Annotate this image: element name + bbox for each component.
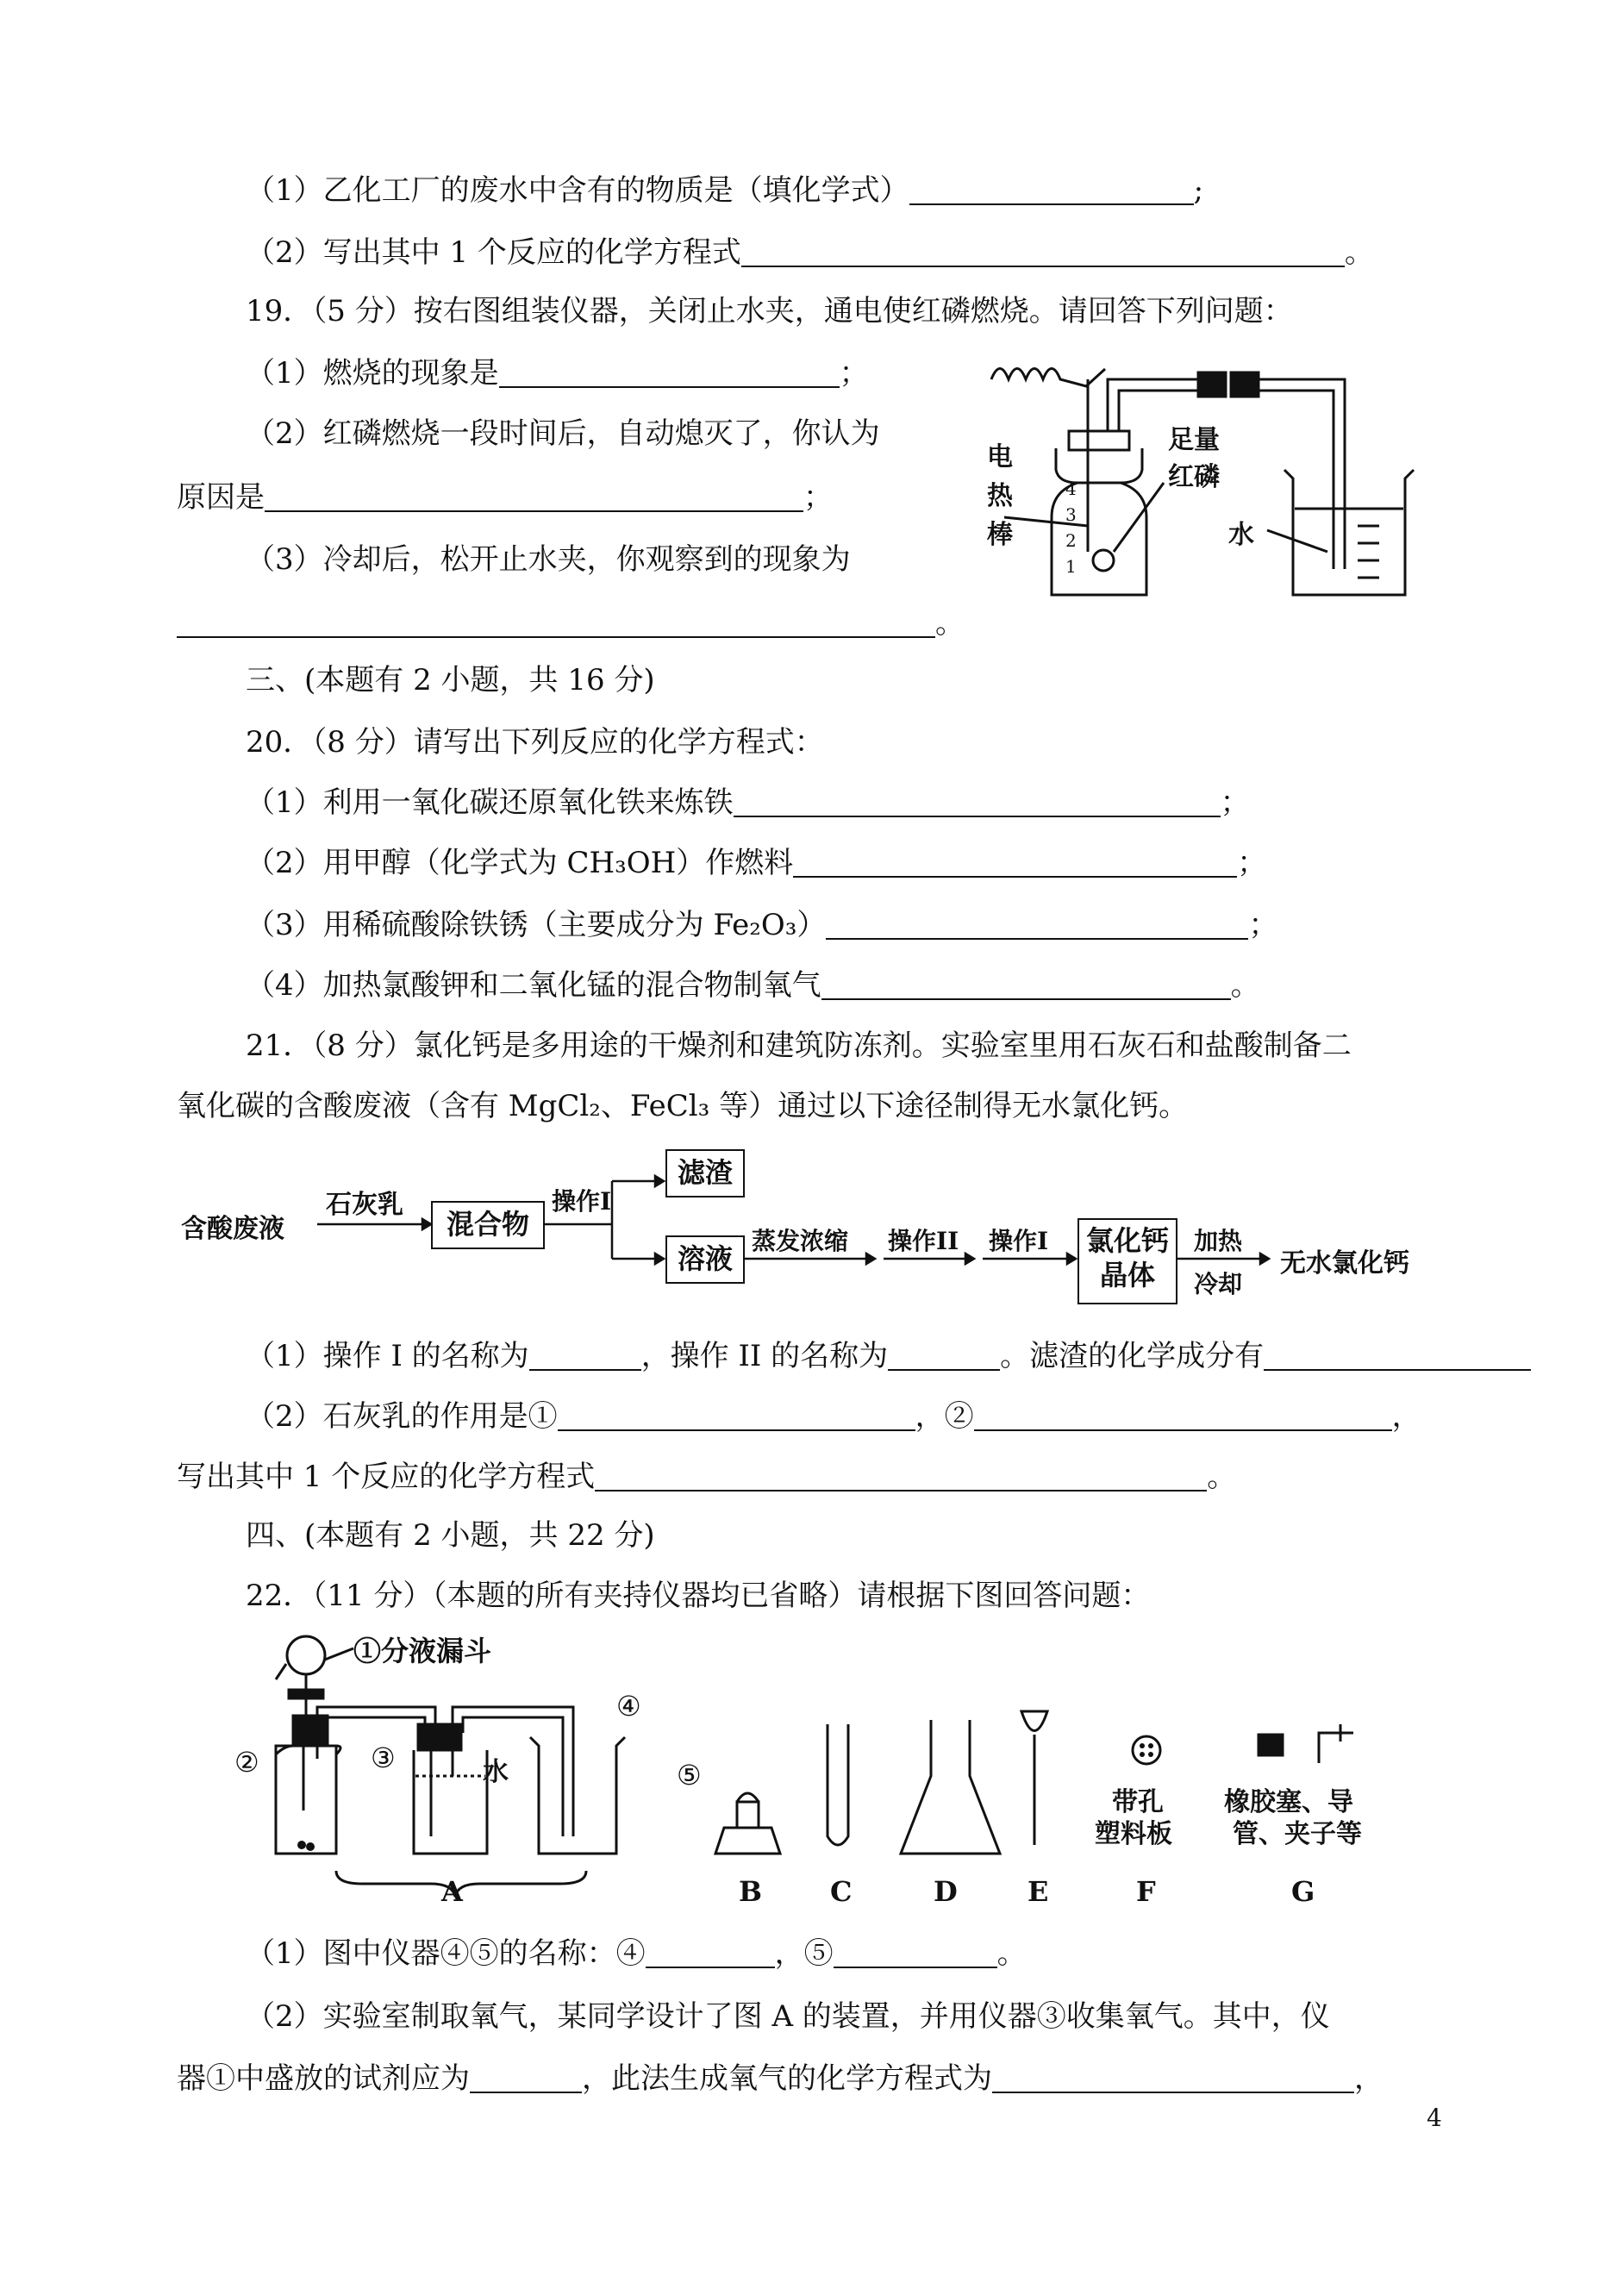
phosphorus-label-1: 足量 [1168,425,1220,455]
q19-part3: （3）冷却后，松开止水夹，你观察到的现象为 [246,542,851,577]
q18-part2: （2）写出其中 1 个反应的化学方程式 。 [246,235,1374,270]
page-number: 4 [1427,2104,1442,2132]
label-3: ③ [371,1742,396,1774]
q20-part2: （2）用甲醇（化学式为 CH₃OH）作燃料 ； [246,846,1267,880]
q19-part2b: 原因是 ； [177,480,833,515]
scale-tick-4: 4 [1065,478,1077,499]
rod-label-2: 热 [987,481,1013,511]
answer-blank[interactable] [992,2066,1354,2093]
flow-op2-label: 操作II [888,1227,959,1255]
q21-stem-line1: 21．（8 分）氯化钙是多用途的干燥剂和建筑防冻剂。实验室里用石灰石和盐酸制备二 [246,1029,1352,1063]
q19-stem: 19．（5 分）按右图组装仪器，关闭止水夹，通电使红磷燃烧。请回答下列问题： [246,294,1293,328]
flow-reagent-label: 石灰乳 [326,1190,403,1220]
funnel-label: ①分液漏斗 [353,1635,492,1667]
rod-label-3: 棒 [987,520,1013,550]
q21-part2: （2）石灰乳的作用是① ，② ， [246,1399,1421,1434]
scale-tick-2: 2 [1065,530,1077,551]
scale-tick-3: 3 [1065,504,1077,525]
answer-blank[interactable] [834,1941,997,1968]
kit-label-1: 橡胶塞、导 [1224,1787,1353,1817]
scale-tick-1: 1 [1065,556,1077,577]
q21-part1: （1）操作 I 的名称为 ，操作 II 的名称为 。滤渣的化学成分有 [246,1338,1531,1374]
crystal-line1: 氯化钙 [1085,1224,1169,1257]
q20-part1: （1）利用一氧化碳还原氧化铁来炼铁 ； [246,785,1250,820]
q22-part1: （1）图中仪器④⑤的名称：④ ，⑤ 。 [246,1936,1027,1971]
flow-op1-label: 操作I [552,1187,612,1216]
label-2: ② [234,1746,259,1779]
answer-blank[interactable] [470,2066,582,2093]
q21-part3: 写出其中 1 个反应的化学方程式 。 [177,1460,1237,1494]
letter-F: F [1136,1875,1156,1908]
flow-end: 无水氯化钙 [1280,1248,1409,1279]
flow-op1b-label: 操作I [989,1227,1049,1255]
section-3-heading: 三、(本题有 2 小题，共 16 分) [246,663,655,697]
flow-cool-label: 冷却 [1194,1270,1243,1298]
letter-A: A [441,1875,463,1908]
kit-label-2: 管、夹子等 [1233,1819,1362,1849]
letter-C: C [830,1875,853,1908]
q22-part2-line1: （2）实验室制取氧气，某同学设计了图 A 的装置，并用仪器③收集氧气。其中，仪 [246,1999,1330,2034]
rod-label-1: 电 [987,442,1013,472]
q22-part2-line2: 器①中盛放的试剂应为 ，此法生成氧气的化学方程式为 ， [177,2061,1384,2096]
phosphorus-label-2: 红磷 [1168,462,1220,492]
flow-box-residue: 滤渣 [665,1149,745,1198]
crystal-line2: 晶体 [1099,1259,1155,1291]
plate-label-1: 带孔 [1112,1787,1164,1817]
q22-stem: 22．（11 分）（本题的所有夹持仪器均已省略）请根据下图回答问题： [246,1579,1151,1613]
flow-heat-label: 加热 [1194,1227,1243,1255]
label-4: ④ [616,1690,641,1723]
q19-part3-answer: 。 [177,605,965,641]
q20-part3: （3）用稀硫酸除铁锈（主要成分为 Fe₂O₃） ； [246,908,1278,942]
plate-label-2: 塑料板 [1095,1819,1172,1849]
letter-E: E [1027,1875,1049,1908]
flow-start: 含酸废液 [181,1214,284,1244]
q18-part1: （1）乙化工厂的废水中含有的物质是（填化学式） ; [246,173,1204,208]
letter-G: G [1291,1875,1315,1908]
flow-evaporate-label: 蒸发浓缩 [752,1227,849,1255]
letter-B: B [739,1875,763,1908]
flow-box-solution: 溶液 [665,1235,745,1284]
q20-part4: （4）加热氯酸钾和二氧化锰的混合物制氧气 。 [246,968,1260,1003]
q21-stem-line2: 氧化碳的含酸废液（含有 MgCl₂、FeCl₃ 等）通过以下途径制得无水氯化钙。 [177,1089,1189,1123]
answer-blank[interactable] [646,1941,775,1968]
q20-stem: 20．（8 分）请写出下列反应的化学方程式： [246,725,824,760]
flow-box-mixture: 混合物 [431,1201,545,1249]
water-label: 水 [483,1757,509,1787]
letter-D: D [934,1875,958,1908]
water-label: 水 [1228,520,1254,550]
q19-part1: （1）燃烧的现象是 ； [246,356,869,391]
label-5: ⑤ [677,1759,702,1792]
section-4-heading: 四、(本题有 2 小题，共 22 分) [246,1518,655,1553]
q19-part2a: （2）红磷燃烧一段时间后，自动熄灭了，你认为 [246,416,880,451]
